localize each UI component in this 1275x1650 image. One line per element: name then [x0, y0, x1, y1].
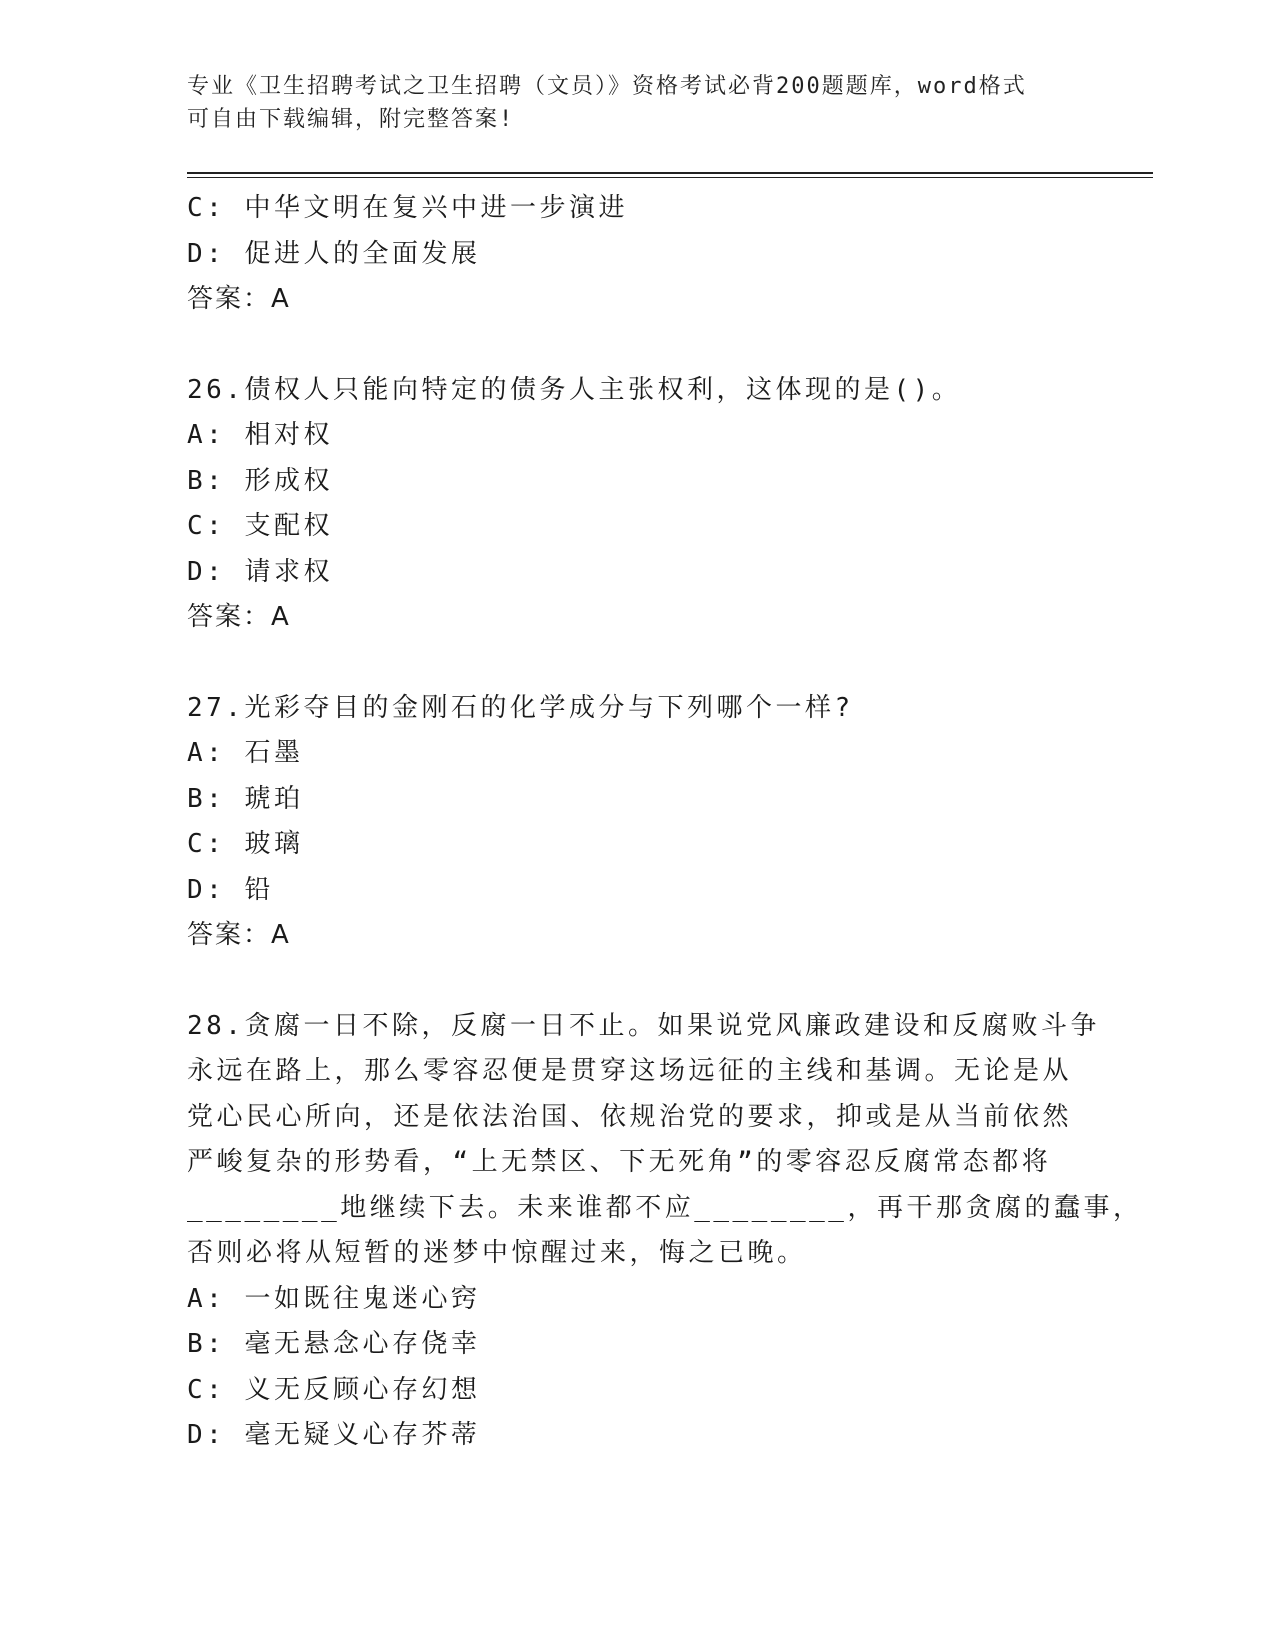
- header-divider: [187, 172, 1153, 178]
- question-text: 27.光彩夺目的金刚石的化学成分与下列哪个一样?: [187, 692, 854, 723]
- option-b: B: 毫无悬念心存侥幸: [187, 1329, 481, 1359]
- answer-line: 答案：A: [187, 920, 291, 950]
- option-a: A: 石墨: [187, 738, 304, 768]
- option-d: D: 毫无疑义心存芥蒂: [187, 1420, 481, 1450]
- question-text-line: 严峻复杂的形势看，“上无禁区、下无死角”的零容忍反腐常态都将: [187, 1147, 1052, 1177]
- header-line-2: 可自由下载编辑，附完整答案!: [187, 107, 515, 132]
- header-line-1: 专业《卫生招聘考试之卫生招聘（文员）》资格考试必背200题题库，word格式: [187, 74, 1027, 99]
- document-page: [187, 70, 1157, 1459]
- option-b: B: 琥珀: [187, 783, 304, 814]
- question-text-line: 党心民心所向，还是依法治国、依规治党的要求，抑或是从当前依然: [187, 1101, 1073, 1132]
- question-27: [187, 686, 1157, 959]
- question-28: [187, 1004, 1157, 1459]
- option-b: B: 形成权: [187, 465, 333, 496]
- option-c: C: 中华文明在复兴中进一步演进: [187, 193, 628, 223]
- document-header: [187, 70, 1157, 136]
- question-text-line: 28.贪腐一日不除，反腐一日不止。如果说党风廉政建设和反腐败斗争: [187, 1010, 1100, 1041]
- option-c: C: 玻璃: [187, 829, 304, 859]
- answer-line: 答案：A: [187, 284, 291, 314]
- option-c: C: 义无反顾心存幻想: [187, 1374, 481, 1405]
- question-26: [187, 368, 1157, 641]
- question-25-tail: [187, 186, 1157, 323]
- option-a: A: 相对权: [187, 420, 333, 450]
- question-text: 26.债权人只能向特定的债务人主张权利，这体现的是()。: [187, 374, 962, 405]
- question-text-line: ________地继续下去。未来谁都不应________，再干那贪腐的蠢事，: [187, 1192, 1143, 1223]
- option-a: A: 一如既往鬼迷心窍: [187, 1283, 481, 1314]
- question-text-line: 否则必将从短暂的迷梦中惊醒过来，悔之已晚。: [187, 1238, 807, 1268]
- option-c: C: 支配权: [187, 511, 333, 541]
- option-d: D: 请求权: [187, 556, 333, 587]
- answer-line: 答案：A: [187, 602, 291, 632]
- question-text-line: 永远在路上，那么零容忍便是贯穿这场远征的主线和基调。无论是从: [187, 1056, 1073, 1086]
- option-d: D: 促进人的全面发展: [187, 238, 481, 269]
- option-d: D: 铅: [187, 874, 274, 905]
